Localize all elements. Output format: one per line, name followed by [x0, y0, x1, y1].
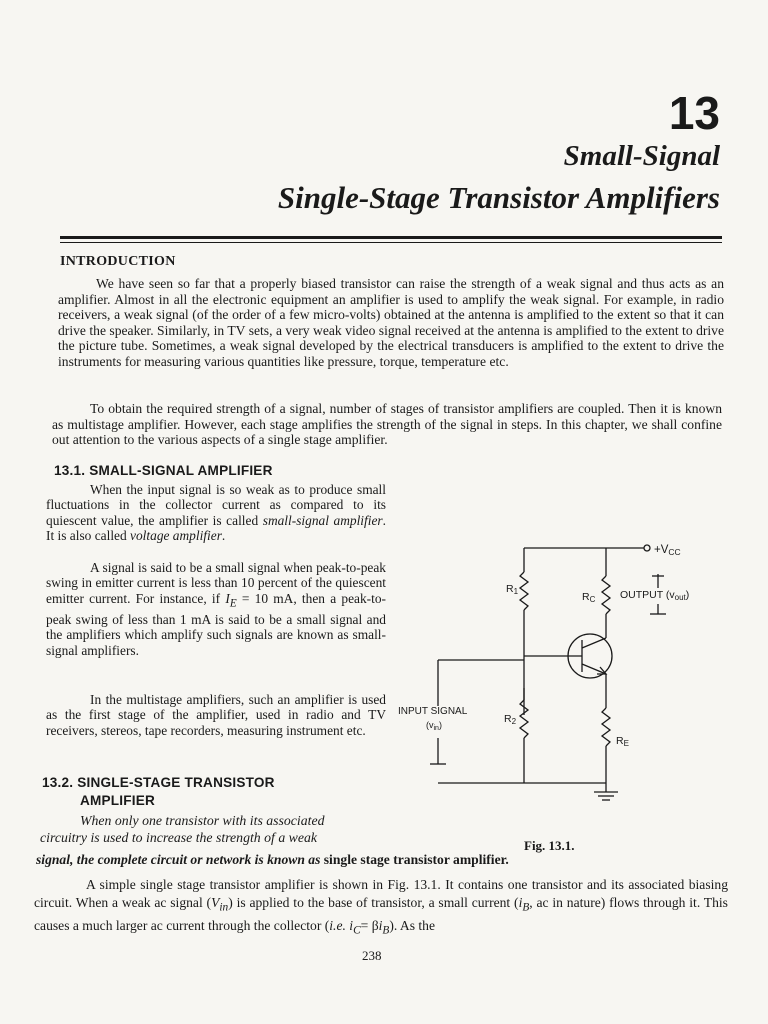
r2-label: R2 [504, 713, 517, 726]
intro-heading: INTRODUCTION [60, 254, 176, 269]
page-number: 238 [362, 948, 382, 963]
chapter-title-line1: Small-Signal [563, 140, 720, 172]
re-label: RE [616, 735, 629, 748]
intro-paragraph-2: To obtain the required strength of a signal, number of stages of transistor amplifiers are coupled. Then it is known as multistage amplifier. However, each stage amplifies the strength of the signal in steps. In this chapter, we shall confine out attention to the various aspects of a single stage amplifier. [52, 401, 722, 448]
chapter-number: 13 [668, 87, 720, 139]
rc-resistor [602, 576, 610, 614]
amplifier-circuit-diagram [380, 528, 736, 810]
intro-paragraph-1: We have seen so far that a properly biased transistor can raise the strength of a weak signal and thus acts as an amplifier. Almost in all the electronic equipment an amplifier is used to amplify the weak signal. For example, in radio receivers, a weak signal (of the order of a few micro-volts) obtained at the antenna is amplified to the extent so that it can drive the speaker. Similarly, in TV sets, a very weak video signal received at the antenna is amplified to the extent to drive the picture tube. Sometimes, a weak signal developed by the electrical transducers is amplified to the extent to drive the instruments for measuring various quantities like pressure, torque, temperature etc. [58, 276, 724, 369]
r1-label: R1 [506, 583, 519, 596]
section-13-1-paragraph-1: When the input signal is so weak as to produce small fluctuations in the collector current as compared to its quiescent value, the amplifier is called small-signal amplifier. It is also called voltage amplifier. [46, 482, 386, 544]
title-rule-thick [60, 236, 722, 239]
chapter-title-line2: Single-Stage Transistor Amplifiers [277, 180, 720, 215]
r1-resistor [520, 572, 528, 610]
rc-label: RC [582, 591, 596, 604]
re-resistor [602, 708, 610, 746]
section-13-1-paragraph-3: In the multistage amplifiers, such an amplifier is used as the first stage of the amplifier, used in radio and TV receivers, stereos, tape recorders, measuring instrument etc. [46, 692, 386, 738]
section-13-2-heading: 13.2. SINGLE-STAGE TRANSISTOR AMPLIFIER [42, 775, 275, 808]
section-13-2-paragraph: A simple single stage transistor amplifier is shown in Fig. 13.1. It contains one transistor and its associated biasing circuit. When a weak ac signal $(V_{in})$ is applied to the base of transistor, a small current ($i_B$, ac in nature) flows through it. This causes a much larger ac current through the collector (i.e. $i_C= \beta i_B$). As the [34, 877, 728, 937]
output-label: OUTPUT (vout) [620, 589, 690, 602]
title-rule-thin [60, 242, 722, 243]
section-13-1-paragraph-2: A signal is said to be a small signal when peak-to-peak swing in emitter current is less than 10 percent of the quiescent emitter current. For instance, if $I_E = 10$ mA, then a peak-to-peak swing of less than 1 mA is said to be a small signal and the amplifiers which amplify such signals are known as small-signal amplifiers. [46, 560, 386, 658]
section-13-1-heading: 13.1. SMALL-SIGNAL AMPLIFIER [54, 463, 273, 478]
definition-line: signal, the complete circuit or network is known as single stage transistor amplifier. [36, 852, 509, 867]
input-label: INPUT SIGNAL [398, 706, 468, 717]
input-sub-label: $(v_{in})$ [426, 720, 442, 732]
definition-italic-text: When only one transistor with its associated circuitry is used to increase the strength of a weak [40, 813, 325, 845]
vcc-terminal [644, 545, 650, 551]
collector-lead [582, 638, 606, 648]
vcc-label: +VCC [654, 544, 681, 557]
figure-caption: Fig. 13.1. [524, 838, 575, 853]
